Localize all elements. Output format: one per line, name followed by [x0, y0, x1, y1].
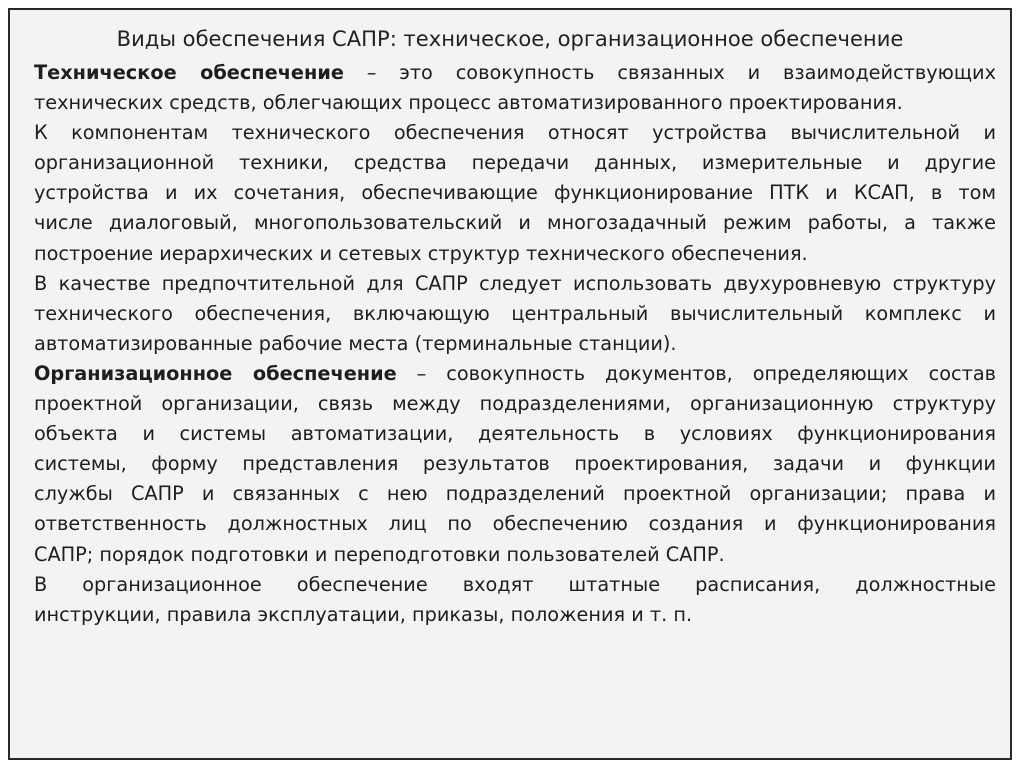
text-line: [34, 118, 996, 148]
line-text: числе диалоговый, многопользовательский и многозадачный режим работы, а также: [34, 211, 996, 235]
line-text: САПР; порядок подготовки и переподготовки пользователей САПР.: [34, 542, 725, 566]
line-text: построение иерархических и сетевых структур технического обеспечения.: [34, 241, 808, 265]
text-line: [34, 389, 996, 419]
text-line: [34, 148, 996, 178]
text-line: [34, 239, 996, 269]
term-heading: Организационное обеспечение: [34, 361, 397, 385]
slide-title: Виды обеспечения САПР: техническое, организационное обеспечение: [116, 26, 904, 51]
line-text: системы, форму представления результатов проектирования, задачи и функции: [34, 452, 996, 476]
line-text: инструкции, правила эксплуатации, приказы, положения и т. п.: [34, 602, 693, 626]
paragraph: [34, 269, 996, 359]
text-line: [34, 269, 996, 299]
text-line: [34, 359, 996, 389]
line-text: – это совокупность связанных и взаимодействующих: [343, 61, 997, 84]
paragraph: [34, 58, 996, 118]
line-text: – совокупность документов, определяющих состав: [396, 361, 997, 385]
line-text: службы САПР и связанных с нею подразделений проектной организации; права и: [34, 482, 996, 506]
text-line: [34, 479, 996, 509]
term-heading: Техническое обеспечение: [34, 61, 344, 84]
text-line: [34, 299, 996, 329]
text-line: [34, 329, 996, 359]
line-text: проектной организации, связь между подразделениями, организационную структуру: [34, 392, 996, 416]
line-text: технического обеспечения, включающую центральный вычислительный комплекс и: [34, 301, 996, 325]
line-text: технических средств, облегчающих процесс автоматизированного проектирования.: [34, 91, 903, 115]
text-line: [34, 600, 996, 630]
slide-body: [34, 58, 996, 630]
text-line: [34, 178, 996, 208]
slide: [8, 8, 1012, 760]
line-text: К компонентам технического обеспечения относят устройства вычислительной и: [34, 121, 996, 145]
text-line: [34, 540, 996, 570]
text-line: [34, 419, 996, 449]
line-text: организационной техники, средства передачи данных, измерительные и другие: [34, 151, 996, 175]
text-line: [34, 88, 996, 118]
paragraph: [34, 118, 996, 268]
text-line: [34, 570, 996, 600]
line-text: ответственность должностных лиц по обеспечению создания и функционирования: [34, 512, 996, 536]
paragraph: [34, 570, 996, 630]
line-text: В качестве предпочтительной для САПР следует использовать двухуровневую структуру: [34, 271, 996, 295]
text-line: [34, 208, 996, 238]
text-line: [34, 58, 996, 88]
line-text: В организационное обеспечение входят штатные расписания, должностные: [34, 572, 996, 596]
text-line: [34, 509, 996, 539]
line-text: устройства и их сочетания, обеспечивающие функционирование ПТК и КСАП, в том: [34, 181, 996, 205]
line-text: автоматизированные рабочие места (терминальные станции).: [34, 331, 677, 355]
text-line: [34, 449, 996, 479]
paragraph: [34, 359, 996, 570]
line-text: объекта и системы автоматизации, деятельность в условиях функционирования: [34, 422, 996, 446]
